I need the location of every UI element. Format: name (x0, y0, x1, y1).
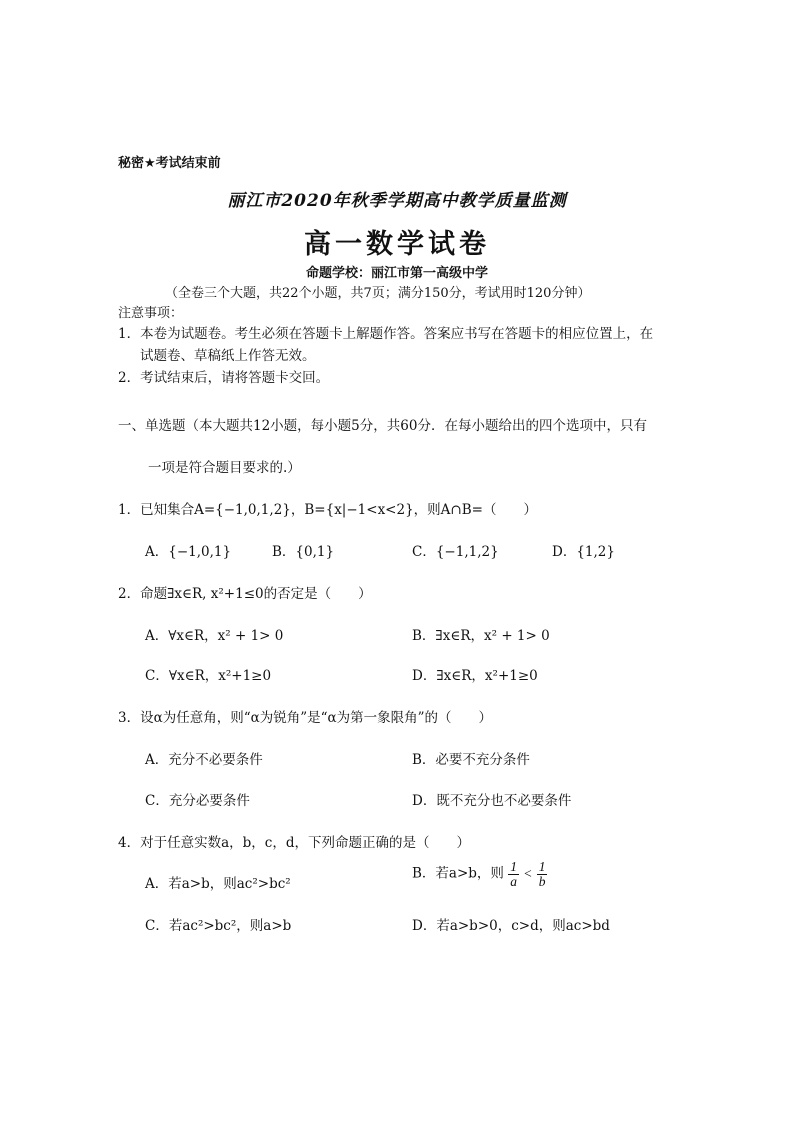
question-1-option-b: B．{0,1} (272, 544, 335, 560)
question-3-option-c: C．充分必要条件 (145, 793, 250, 809)
question-3-option-d: D．既不充分也不必要条件 (412, 793, 572, 809)
fraction-1-over-a (508, 860, 519, 888)
exam-super-title: 丽江市2020年秋季学期高中教学质量监测 (227, 191, 567, 211)
question-2-option-a: A．∀x∈R，x² + 1> 0 (145, 628, 284, 644)
question-3-option-a: A．充分不必要条件 (145, 752, 263, 768)
notice-item-2: 2．考试结束后，请将答题卡交回。 (118, 370, 330, 386)
question-4-option-d: D．若a>b>0，c>d，则ac>bd (412, 918, 610, 934)
notice-item-1-cont: 试题卷、草稿纸上作答无效。 (140, 348, 316, 364)
question-1-option-a: A．{−1,0,1} (145, 544, 232, 560)
fraction-1-over-b (537, 860, 548, 888)
question-3-stem: 3．设α为任意角，则“α为锐角”是“α为第一象限角”的（ ） (118, 710, 493, 726)
question-1-option-c: C．{−1,1,2} (412, 544, 499, 560)
question-2-option-b: B．∃x∈R，x² + 1> 0 (412, 628, 550, 644)
question-1-option-d: D．{1,2} (552, 544, 615, 560)
notice-item-1: 1．本卷为试题卷。考生必须在答题卡上解题作答。答案应书写在答题卡的相应位置上，在 (118, 326, 654, 342)
fraction-denominator: b (538, 873, 546, 889)
fraction-numerator: 1 (538, 859, 546, 874)
question-4-option-b-label: B．若a>b，则 (412, 865, 504, 882)
exam-main-title: 高一数学试卷 (304, 229, 490, 260)
fraction-numerator: 1 (510, 859, 517, 874)
question-4-option-c: C．若ac²>bc²，则a>b (145, 918, 292, 934)
question-3-option-b: B．必要不充分条件 (412, 752, 530, 768)
fraction-denominator: a (510, 873, 517, 889)
notice-heading: 注意事项： (118, 306, 184, 321)
exam-info: （全卷三个大题，共22个小题，共7页；满分150分，考试用时120分钟） (165, 286, 591, 301)
question-4-stem: 4．对于任意实数a，b，c，d，下列命题正确的是（ ） (118, 835, 470, 851)
section-1-heading: 一、单选题（本大题共12小题，每小题5分，共60分．在每小题给出的四个选项中，只有 (118, 418, 647, 434)
question-1-stem: 1．已知集合A={−1,0,1,2}，B={x|−1<x<2}，则A∩B=（ ） (118, 502, 537, 518)
question-4-option-a: A．若a>b，则ac²>bc² (145, 876, 291, 892)
question-2-option-c: C．∀x∈R，x²+1≥0 (145, 668, 272, 684)
question-2-option-d: D．∃x∈R，x²+1≥0 (412, 668, 538, 684)
less-than-sign: < (523, 866, 533, 881)
setting-school: 命题学校：丽江市第一高级中学 (305, 266, 488, 281)
section-1-heading-cont: 一项是符合题目要求的.） (148, 460, 301, 476)
question-4-option-b (412, 860, 547, 888)
confidential-mark: 秘密★考试结束前 (118, 156, 221, 171)
question-2-stem: 2．命题∃x∈R, x²+1≤0的否定是（ ） (118, 586, 372, 602)
